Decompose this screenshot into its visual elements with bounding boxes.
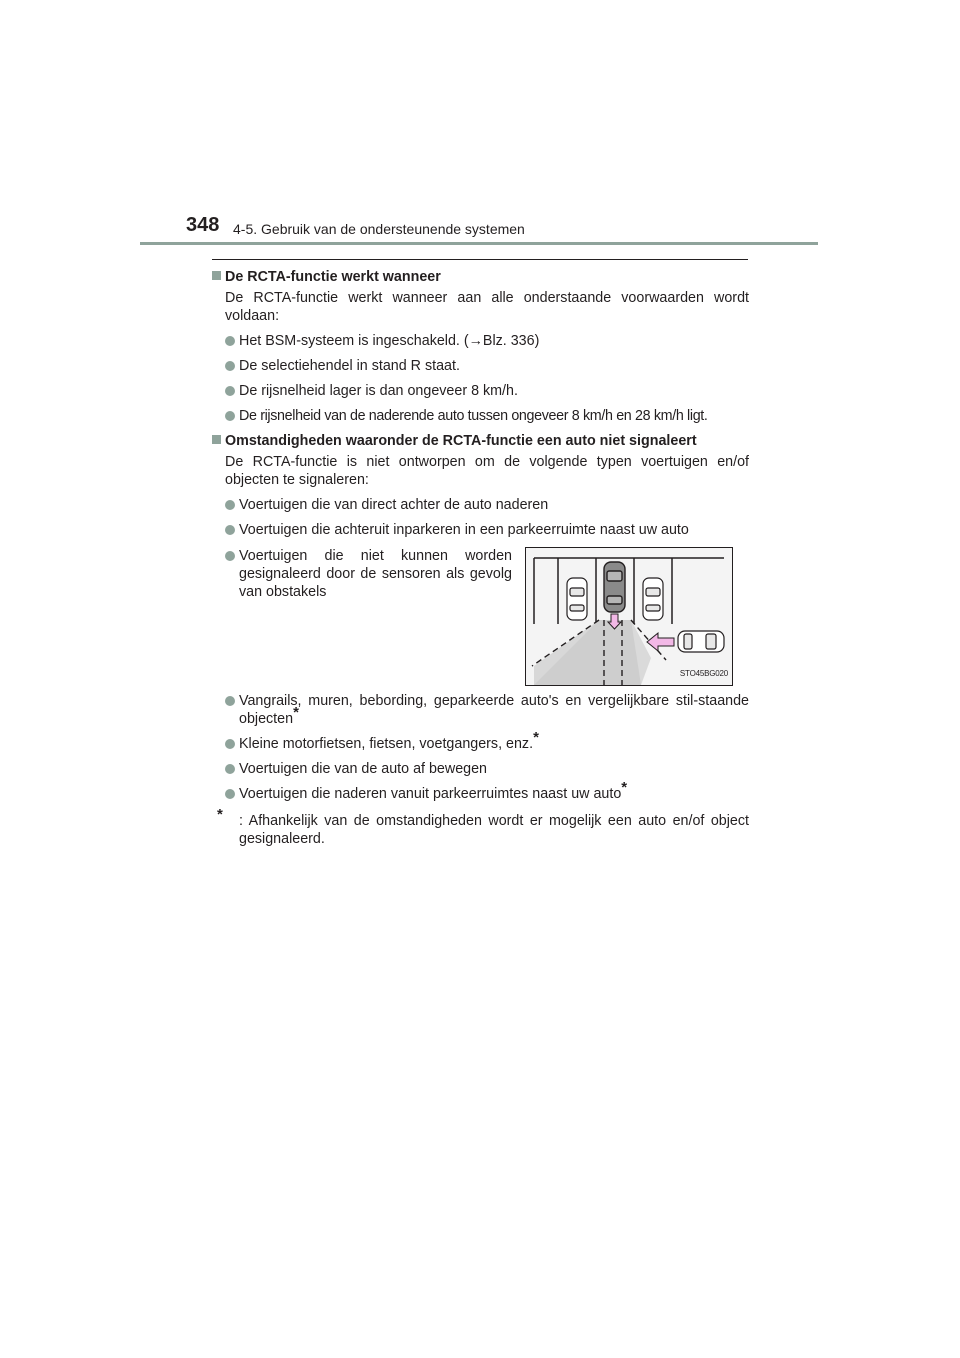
list-item-text: Voertuigen die van direct achter de auto naderen	[239, 497, 549, 513]
section-intro: De RCTA-functie is niet ontworpen om de volgende typen voertuigen en/of objecten te signaleren:	[225, 454, 749, 488]
approaching-arrow-icon	[647, 633, 674, 651]
footnote-star: *	[293, 704, 299, 721]
list-item	[225, 547, 512, 686]
list-item	[225, 779, 749, 803]
bullet-dot-icon	[225, 361, 235, 371]
list-item-text	[239, 729, 749, 753]
square-bullet-icon	[212, 435, 221, 444]
footnote	[217, 806, 749, 848]
own-car	[604, 562, 625, 612]
parked-car-left	[567, 578, 587, 620]
parking-illustration	[525, 547, 733, 686]
header-rule	[140, 242, 818, 245]
detection-area-inner	[534, 620, 651, 685]
list-item	[225, 496, 749, 514]
footnote-star: *	[621, 779, 628, 796]
square-bullet-icon	[212, 271, 221, 280]
list-item	[225, 407, 749, 425]
section-title: 4-5. Gebruik van de ondersteunende systemen	[233, 221, 525, 237]
footnote-star: *	[533, 729, 539, 746]
section-heading	[212, 268, 749, 286]
list-item	[225, 760, 749, 778]
list-item-text-content: Vangrails, muren, bebording, geparkeerde auto's en vergelijkbare stil-staande objecten	[239, 693, 749, 727]
footnote-text: : Afhankelijk van de omstandigheden wordt er mogelijk een auto en/of object gesignaleerd.	[239, 813, 749, 847]
approaching-car	[678, 631, 724, 652]
list-item-text: Het BSM-systeem is ingeschakeld. (→Blz. 336)	[239, 333, 540, 349]
footnote-marker	[217, 806, 239, 848]
list-item-text: De selectiehendel in stand R staat.	[239, 358, 460, 374]
section-heading	[212, 432, 749, 450]
list-item	[225, 692, 749, 728]
figure-code: STO45BG020	[679, 669, 728, 678]
list-item	[225, 357, 749, 375]
figure-row	[212, 547, 749, 686]
parked-car-right	[643, 578, 663, 620]
section-intro: De RCTA-functie werkt wanneer aan alle onderstaande voorwaarden wordt voldaan:	[225, 290, 749, 324]
bullet-dot-icon	[225, 500, 235, 510]
list-item-text-content: Kleine motorfietsen, fietsen, voetgangers, enz.	[239, 736, 534, 752]
section-heading-text: De RCTA-functie werkt wanneer	[225, 269, 441, 285]
bullet-dot-icon	[225, 525, 235, 535]
bullet-dot-icon	[225, 386, 235, 396]
bullet-dot-icon	[225, 764, 235, 774]
list-item-text: Voertuigen die niet kunnen worden gesignaleerd door de sensoren als gevolg van obstakels	[239, 548, 512, 600]
footnote-star: *	[217, 806, 223, 823]
list-item-text: De rijsnelheid lager is dan ongeveer 8 km/h.	[239, 383, 518, 399]
bullet-dot-icon	[225, 336, 235, 346]
bullet-dot-icon	[225, 551, 235, 561]
bullet-dot-icon	[225, 739, 235, 749]
list-item-text	[239, 779, 749, 803]
list-item-text: De rijsnelheid van de naderende auto tussen ongeveer 8 km/h en 28 km/h ligt.	[239, 408, 708, 424]
list-item	[225, 729, 749, 753]
list-item	[225, 521, 749, 539]
bullet-dot-icon	[225, 411, 235, 421]
section-heading-text: Omstandigheden waaronder de RCTA-functie een auto niet signaleert	[225, 433, 697, 449]
list-item-text	[239, 692, 749, 728]
list-item-text: Voertuigen die van de auto af bewegen	[239, 761, 488, 777]
list-item-text: Voertuigen die achteruit inparkeren in een parkeerruimte naast uw auto	[239, 522, 689, 538]
bullet-dot-icon	[225, 789, 235, 799]
content-rule	[212, 259, 748, 260]
list-item-text-content: Voertuigen die naderen vanuit parkeerruimtes naast uw auto	[239, 786, 622, 802]
page-content	[212, 266, 749, 848]
list-item	[225, 332, 749, 350]
parking-lines	[534, 558, 724, 624]
page-number: 348	[186, 214, 220, 236]
list-item	[225, 382, 749, 400]
bullet-dot-icon	[225, 696, 235, 706]
